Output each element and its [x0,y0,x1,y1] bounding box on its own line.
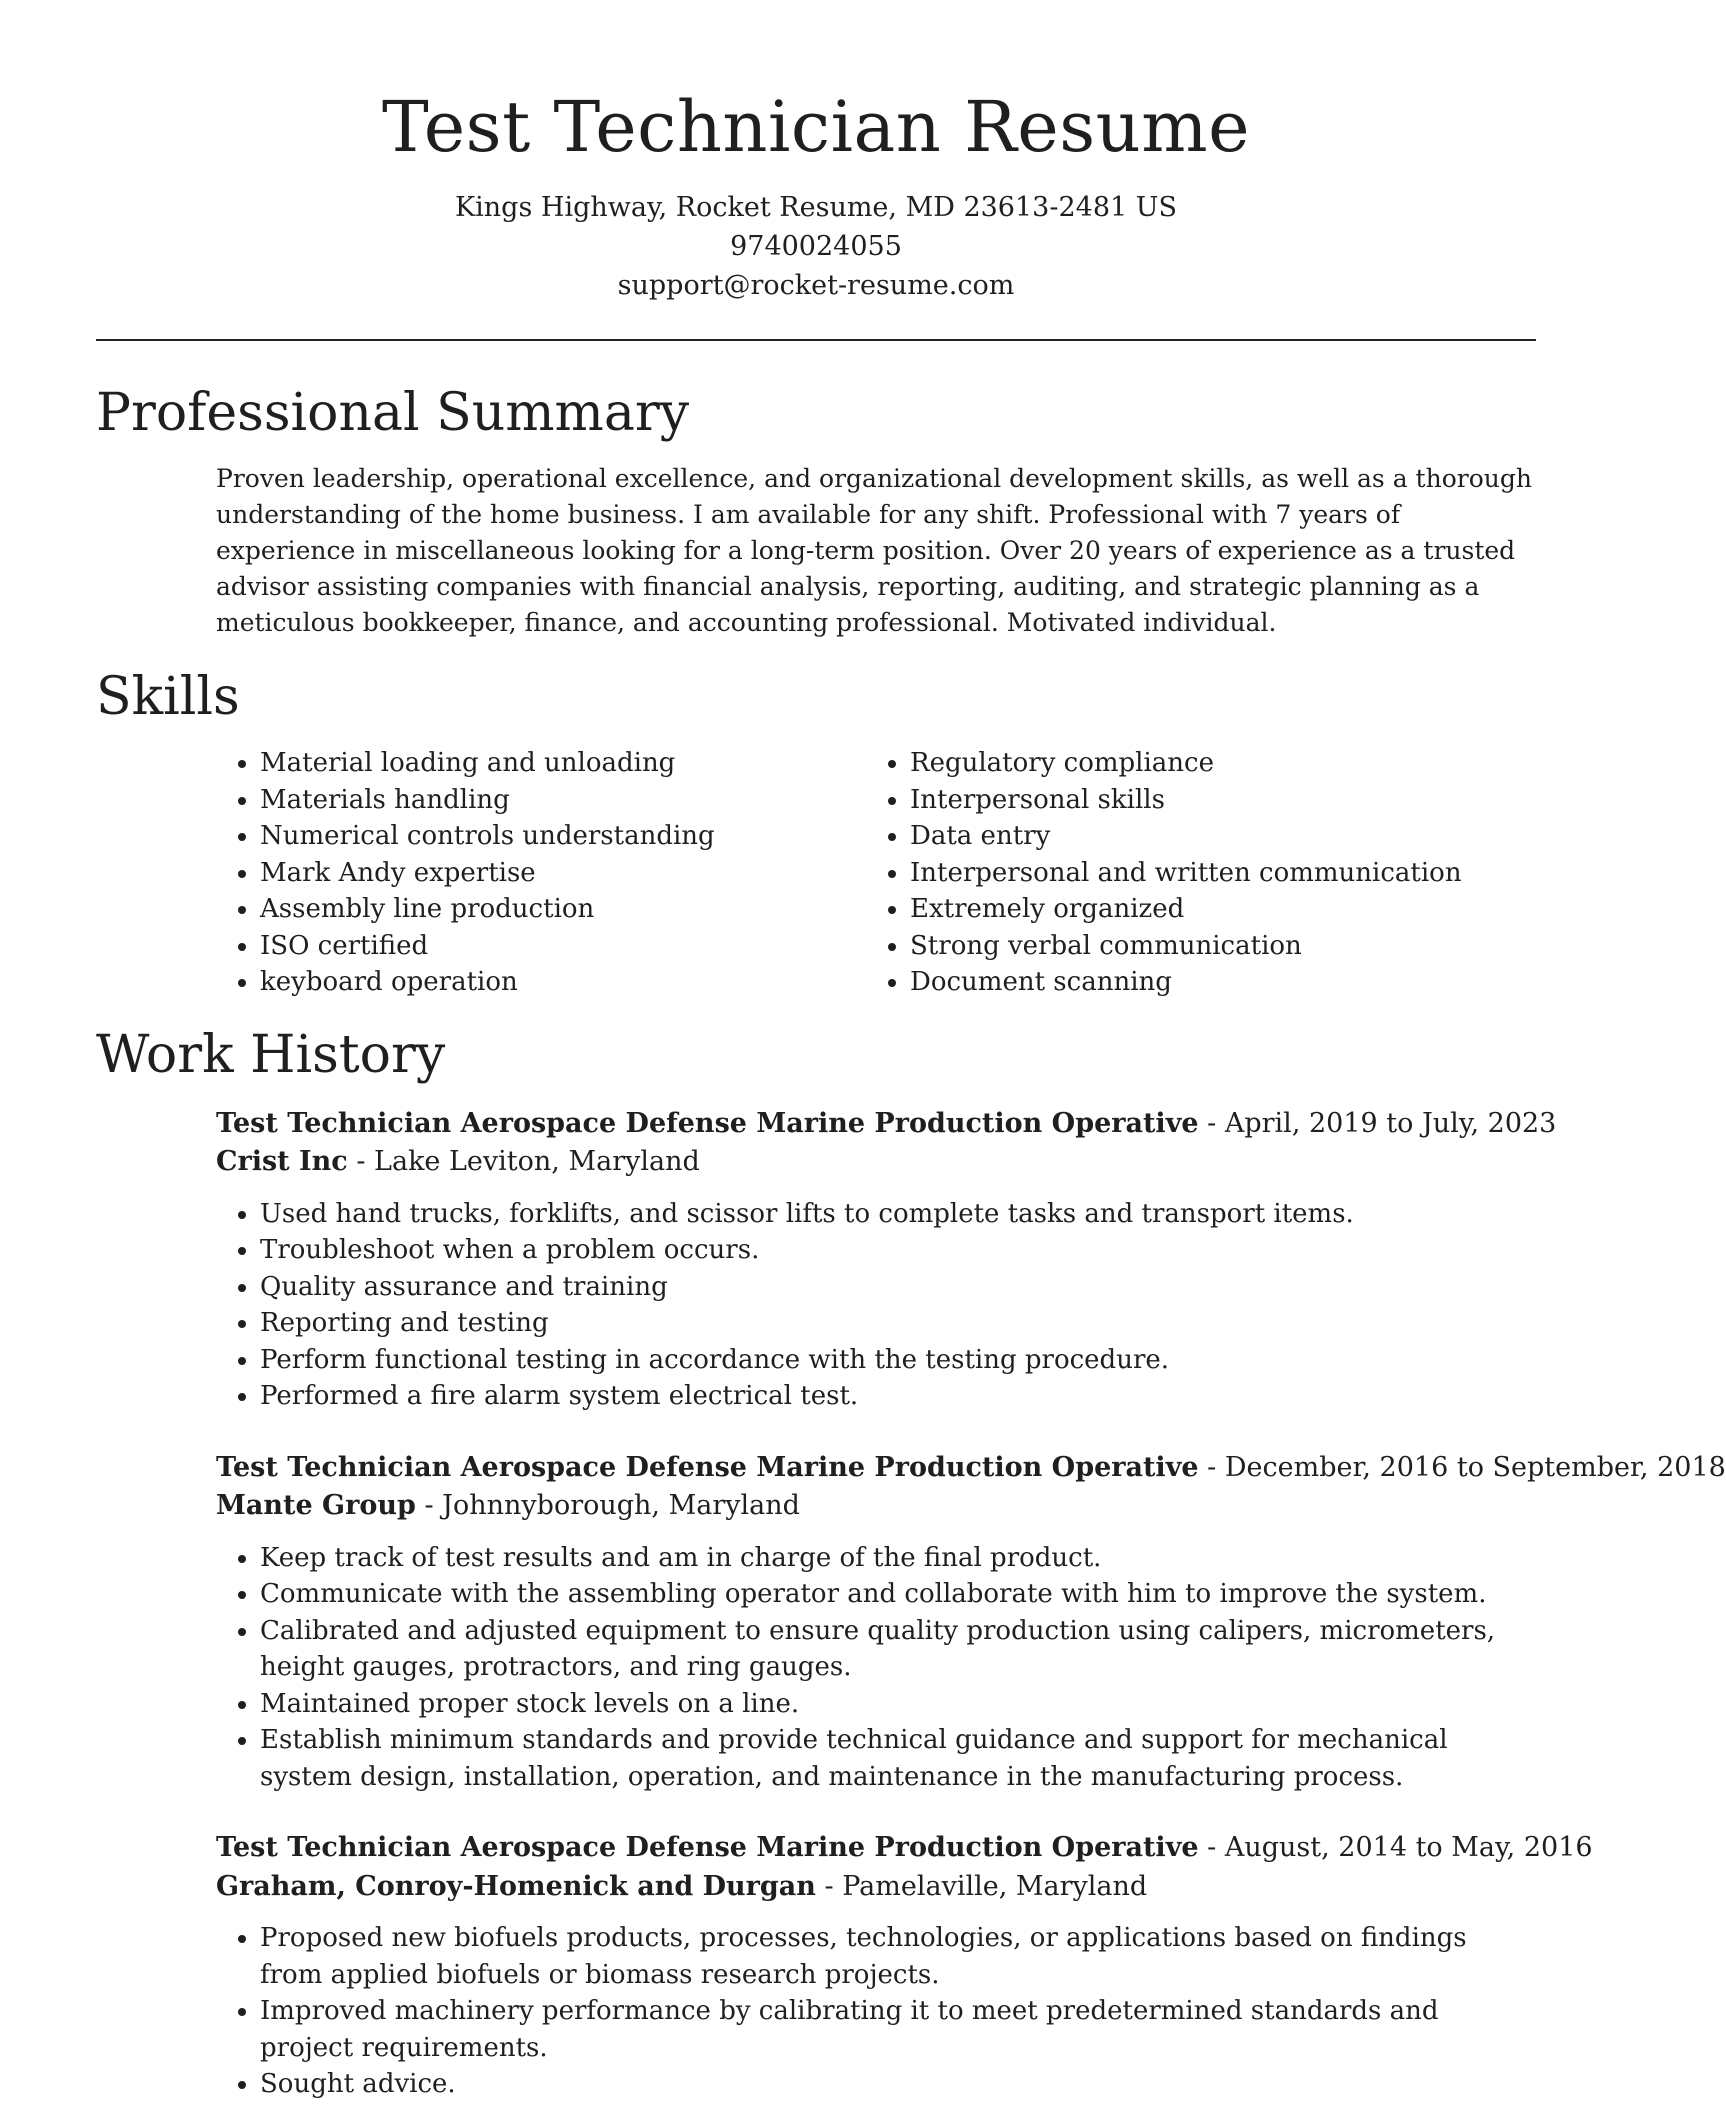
job-title-line [216,1105,1557,1144]
skill-item: • Strong verbal communication [910,928,1516,965]
skill-item: • Interpersonal and written communication [910,855,1516,892]
job-title-line [216,1829,1593,1868]
skill-item: • Data entry [910,818,1516,855]
job-bullet: • Perform functional testing in accordance with the testing procedure. [260,1342,1536,1379]
job-bullet: • Reporting and testing [260,1305,1536,1342]
job-title-line [216,1449,1726,1488]
skill-item: • Numerical controls understanding [260,818,866,855]
job-bullet: • Communicate with the assembling operator and collaborate with him to improve the system. [260,1576,1536,1613]
skill-item: • Materials handling [260,782,866,819]
job-company-line [216,1143,1536,1182]
skills-list-left [216,745,866,1001]
job-bullets [216,1920,1536,2103]
skill-item: • Document scanning [910,964,1516,1001]
separator: - [347,1146,375,1177]
resume-page [96,0,1726,2103]
job-bullet: • Used hand trucks, forklifts, and scissor lifts to complete tasks and transport items. [260,1196,1536,1233]
job-dates: December, 2016 to September, 2018 [1224,1451,1726,1483]
job-bullets [216,1540,1536,1796]
skill-item: • Assembly line production [260,891,866,928]
job-bullet: • Keep track of test results and am in charge of the final product. [260,1540,1536,1577]
separator: - [1198,1451,1225,1483]
contact-info [96,188,1536,305]
skill-item: • ISO certified [260,928,866,965]
skill-item: • Extremely organized [910,891,1516,928]
header-divider [96,339,1536,341]
contact-phone: 9740024055 [730,231,902,262]
skills-heading: Skills [96,667,240,727]
work-history-heading: Work History [96,1024,446,1085]
job-bullet: • Troubleshoot when a problem occurs. [260,1232,1536,1269]
job-entry [216,1105,1557,1415]
job-company-line [216,1868,1536,1907]
job-bullet: • Quality assurance and training [260,1269,1536,1306]
job-bullet: • Maintained proper stock levels on a line. [260,1686,1536,1723]
job-company: Crist Inc [216,1146,348,1177]
resume-header [96,0,1536,305]
separator: - [1198,1107,1225,1139]
skills-list-right [866,745,1516,1001]
job-bullet: • Improved machinery performance by calibrating it to meet predetermined standards and project requirements. [260,1993,1536,2066]
job-entry [216,1829,1593,2103]
skills-section [96,665,1536,1001]
job-company: Mante Group [216,1490,416,1521]
resume-name: Test Technician Resume [381,86,1251,168]
job-bullet: • Sought advice. [260,2066,1536,2103]
job-company: Graham, Conroy-Homenick and Durgan [216,1870,816,1902]
job-position: Test Technician Aerospace Defense Marine Production Operative [216,1107,1199,1139]
job-bullet: • Performed a fire alarm system electrical test. [260,1378,1536,1415]
job-bullet: • Calibrated and adjusted equipment to ensure quality production using calipers, micrometers, height gauges, protractors, and ring gauges. [260,1613,1536,1686]
contact-address: Kings Highway, Rocket Resume, MD 23613-2481 US [454,192,1178,223]
skill-item: • Regulatory compliance [910,745,1516,782]
job-bullets [216,1196,1536,1415]
job-entry [216,1449,1726,1796]
summary-text: Proven leadership, operational excellence, and organizational development skills, as well as a thorough understanding of the home business. I am available for any shift. Professional with 7 years of experience in miscellaneous looking for a long-term position. Over 20 years of experience as a trusted advisor assisting companies with financial analysis, reporting, auditing, and strategic planning as a meticulous bookkeeper, finance, and accounting professional. Motivated individual. [216,464,1532,637]
skill-item: • Interpersonal skills [910,782,1516,819]
separator: - [815,1870,843,1902]
job-location: Johnnyborough, Maryland [442,1490,800,1521]
job-bullet: • Proposed new biofuels products, processes, technologies, or applications based on findings from applied biofuels or biomass research projects. [260,1920,1536,1993]
job-bullet: • Establish minimum standards and provide technical guidance and support for mechanical system design, installation, operation, and maintenance in the manufacturing process. [260,1722,1536,1795]
skill-item: • Mark Andy expertise [260,855,866,892]
job-position: Test Technician Aerospace Defense Marine Production Operative [216,1832,1199,1863]
job-dates: August, 2014 to May, 2016 [1224,1832,1593,1863]
skill-item: • keyboard operation [260,964,866,1001]
separator: - [1198,1832,1225,1863]
contact-email: support@rocket-resume.com [617,270,1015,301]
skills-column-left [216,745,866,1001]
job-position: Test Technician Aerospace Defense Marine Production Operative [216,1451,1199,1483]
skills-column-right [866,745,1516,1001]
separator: - [415,1490,443,1521]
job-location: Lake Leviton, Maryland [374,1146,700,1177]
summary-section [96,381,1536,641]
job-company-line [216,1487,1536,1526]
skills-grid [216,745,1536,1001]
job-dates: April, 2019 to July, 2023 [1224,1107,1557,1139]
work-history-section [96,1023,1726,2103]
skill-item: • Material loading and unloading [260,745,866,782]
job-location: Pamelaville, Maryland [842,1870,1148,1902]
summary-heading: Professional Summary [96,383,690,443]
